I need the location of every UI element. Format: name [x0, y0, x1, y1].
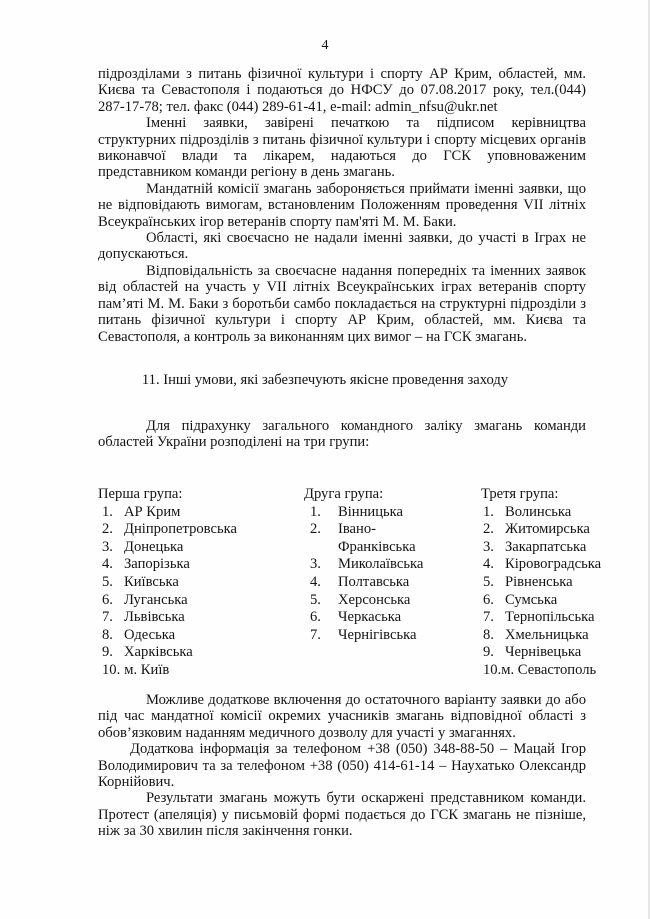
list-item	[481, 574, 601, 592]
mandate-commission-paragraph: Мандатній комісії змагань забороняється приймати іменні заявки, що не відповідають вимогам, встановленим Положенням проведення VII літніх Всеукраїнських ігор ветеранів спорту пам'яті М. М. Баки.	[98, 180, 586, 230]
item-number: 6.	[483, 591, 494, 608]
list-item	[481, 662, 601, 680]
list-item	[98, 609, 237, 627]
list-item	[98, 644, 237, 662]
item-name: Сумська	[505, 591, 558, 608]
group-third	[481, 486, 601, 680]
item-name: м. Севастополь	[501, 661, 597, 678]
item-name: Хмельницька	[505, 626, 589, 643]
item-name: Дніпропетровська	[124, 521, 237, 538]
list-item	[304, 521, 428, 556]
page-number: 4	[321, 38, 329, 53]
item-number: 1.	[102, 503, 113, 520]
list-item	[304, 556, 428, 574]
list-item	[98, 592, 237, 610]
item-number: 4.	[310, 573, 321, 590]
list-item	[98, 627, 237, 645]
item-number: 6.	[310, 609, 321, 626]
list-item	[304, 574, 428, 592]
team-groups	[98, 486, 638, 676]
item-name: Чернівецька	[505, 644, 582, 661]
item-number: 9.	[483, 644, 494, 661]
item-number: 2.	[102, 521, 113, 538]
item-number: 10.	[102, 661, 121, 678]
list-item	[481, 556, 601, 574]
item-number: 9.	[102, 644, 113, 661]
section-heading: 11. Інші умови, які забезпечують якісне проведення заходу	[141, 372, 509, 388]
item-name: Чернігівська	[338, 626, 417, 643]
item-number: 4.	[102, 556, 113, 573]
list-item	[304, 592, 428, 610]
item-number: 4.	[483, 556, 494, 573]
group-second	[304, 486, 428, 644]
item-number: 5.	[310, 591, 321, 608]
item-name: Тернопільська	[505, 609, 595, 626]
group-first	[98, 486, 237, 680]
item-number: 8.	[102, 626, 113, 643]
responsibility-paragraph: Відповідальність за своєчасне надання попередніх та іменних заявок від областей на участь у VII літніх Всеукраїнських іграх ветеранів спорту пам’яті М. М. Баки з боротьби самбо покладається на структурні підрозділи з питань фізичної культури і спорту АР Крим, областей, мм. Києва та Севастополя, а контроль за виконанням цих вимог – на ГСК змагань.	[98, 262, 586, 345]
item-name: Полтавська	[338, 573, 410, 590]
list-item	[481, 504, 601, 522]
item-number: 10.	[483, 661, 502, 678]
group-list	[481, 504, 601, 680]
item-number: 1.	[483, 503, 494, 520]
group-title: Друга група:	[304, 486, 384, 502]
list-item	[98, 556, 237, 574]
item-name: Запорізька	[124, 556, 190, 573]
item-name: Львівська	[124, 609, 185, 626]
item-name: Харківська	[124, 644, 193, 661]
item-number: 6.	[102, 591, 113, 608]
item-number: 1.	[310, 503, 321, 520]
list-item	[481, 521, 601, 539]
group-list	[304, 504, 428, 645]
group-list	[98, 504, 237, 680]
item-number: 2.	[310, 521, 321, 538]
list-item	[98, 539, 237, 557]
list-item	[98, 574, 237, 592]
item-number: 5.	[483, 573, 494, 590]
continuation-paragraph: підрозділами з питань фізичної культури і спорту АР Крим, областей, мм. Києва та Севастополя і подаються до НФСУ до 07.08.2017 року, тел.(044) 287-17-78; тел. факс (044) 289-61-41, e-mail: admin_nfsu@ukr.net	[98, 66, 586, 115]
list-item	[304, 609, 428, 627]
item-number: 8.	[483, 626, 494, 643]
group-title: Третя група:	[481, 486, 559, 502]
item-name: Житомирська	[505, 521, 590, 538]
list-item	[98, 504, 237, 522]
protest-paragraph: Результати змагань можуть бути оскаржені представником команди. Протест (апеляція) у письмовій формі подається до ГСК змагань не пізніше, ніж за 30 хвилин після закінчення гонки.	[98, 790, 586, 840]
section-intro-block	[98, 418, 586, 451]
named-applications-paragraph: Іменні заявки, завірені печаткою та підписом керівництва структурних підрозділів з питань фізичної культури і спорту місцевих органів виконавчої влади та лікарем, надаються до ГСК уповноваженим представником команди регіону в день змагань.	[98, 115, 586, 181]
section-intro-paragraph: Для підрахунку загального командного заліку змагань команди областей України розподілені на три групи:	[98, 418, 586, 451]
item-name: Київська	[124, 573, 179, 590]
list-item	[481, 539, 601, 557]
item-number: 2.	[483, 521, 494, 538]
item-name: Луганська	[124, 591, 188, 608]
item-name: Черкаська	[338, 609, 402, 626]
item-name: м. Київ	[124, 661, 170, 678]
list-item	[304, 504, 428, 522]
list-item	[481, 627, 601, 645]
item-name: Кіровоградська	[505, 556, 602, 573]
list-item	[304, 627, 428, 645]
item-name: Закарпатська	[505, 538, 587, 555]
item-name: Вінницька	[338, 503, 404, 520]
contact-info-paragraph: Додаткова інформація за телефоном +38 (050) 348-88-50 – Мацай Ігор Володимирович та за телефоном +38 (050) 414-61-14 – Наухатько Олександр Корнійович.	[98, 741, 586, 791]
item-name: Одеська	[124, 626, 176, 643]
list-item	[481, 644, 601, 662]
item-name: АР Крим	[124, 503, 181, 520]
late-applications-paragraph: Області, які своєчасно не надали іменні заявки, до участі в Іграх не допускаються.	[98, 230, 586, 263]
item-name: Херсонська	[338, 591, 411, 608]
item-number: 3.	[102, 538, 113, 555]
item-number: 7.	[102, 609, 113, 626]
group-title: Перша група:	[98, 486, 183, 502]
item-name: Волинська	[505, 503, 572, 520]
list-item	[98, 662, 237, 680]
item-name: Рівненська	[505, 573, 573, 590]
item-name: Донецька	[124, 538, 184, 555]
list-item	[481, 592, 601, 610]
item-name: Івано-Франківська	[338, 521, 416, 555]
closing-block	[98, 692, 586, 840]
item-number: 5.	[102, 573, 113, 590]
list-item	[98, 521, 237, 539]
item-number: 7.	[310, 626, 321, 643]
item-number: 3.	[483, 538, 494, 555]
item-name: Миколаївська	[338, 556, 424, 573]
additional-inclusion-paragraph: Можливе додаткове включення до остаточного варіанту заявки до або під час мандатної комісії окремих учасників змагань відповідної області з обов’язковим наданням медичного дозволу для участі у змаганнях.	[98, 692, 586, 741]
intro-block	[98, 66, 586, 345]
list-item	[481, 609, 601, 627]
item-number: 3.	[310, 556, 321, 573]
item-number: 7.	[483, 609, 494, 626]
